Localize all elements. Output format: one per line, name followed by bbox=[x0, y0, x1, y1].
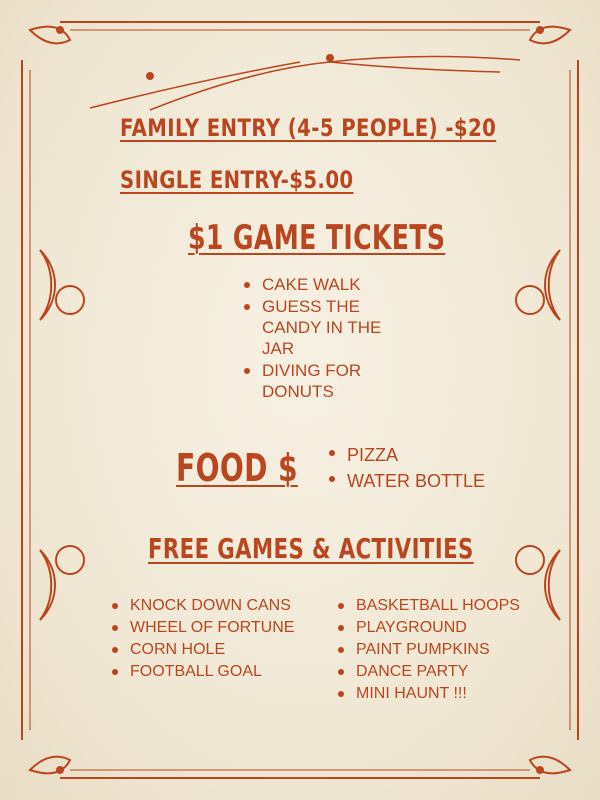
list-item: PLAYGROUND bbox=[334, 617, 544, 639]
game-tickets-list bbox=[240, 274, 390, 403]
family-entry-price: FAMILY ENTRY (4-5 PEOPLE) -$20 bbox=[120, 114, 497, 142]
list-item: PAINT PUMPKINS bbox=[334, 639, 544, 661]
list-item: FOOTBALL GOAL bbox=[108, 661, 328, 683]
list-item: PIZZA bbox=[325, 442, 525, 468]
list-item: WATER BOTTLE bbox=[325, 468, 525, 494]
single-entry-price: SINGLE ENTRY-$5.00 bbox=[120, 166, 354, 194]
list-item: BASKETBALL HOOPS bbox=[334, 595, 544, 617]
list-item: GUESS THE CANDY IN THE JAR bbox=[240, 296, 390, 359]
free-activities-list-left bbox=[108, 595, 328, 683]
free-activities-heading: FREE GAMES & ACTIVITIES bbox=[148, 532, 474, 565]
list-item: DIVING FOR DONUTS bbox=[240, 360, 390, 402]
list-item: KNOCK DOWN CANS bbox=[108, 595, 328, 617]
food-heading: FOOD $ bbox=[176, 446, 298, 490]
list-item: CAKE WALK bbox=[240, 274, 390, 295]
list-item: DANCE PARTY bbox=[334, 661, 544, 683]
food-list bbox=[325, 442, 525, 494]
game-tickets-heading: $1 GAME TICKETS bbox=[188, 218, 446, 258]
list-item: WHEEL OF FORTUNE bbox=[108, 617, 328, 639]
list-item: CORN HOLE bbox=[108, 639, 328, 661]
list-item: MINI HAUNT !!! bbox=[334, 683, 544, 705]
free-activities-list-right bbox=[334, 595, 544, 705]
